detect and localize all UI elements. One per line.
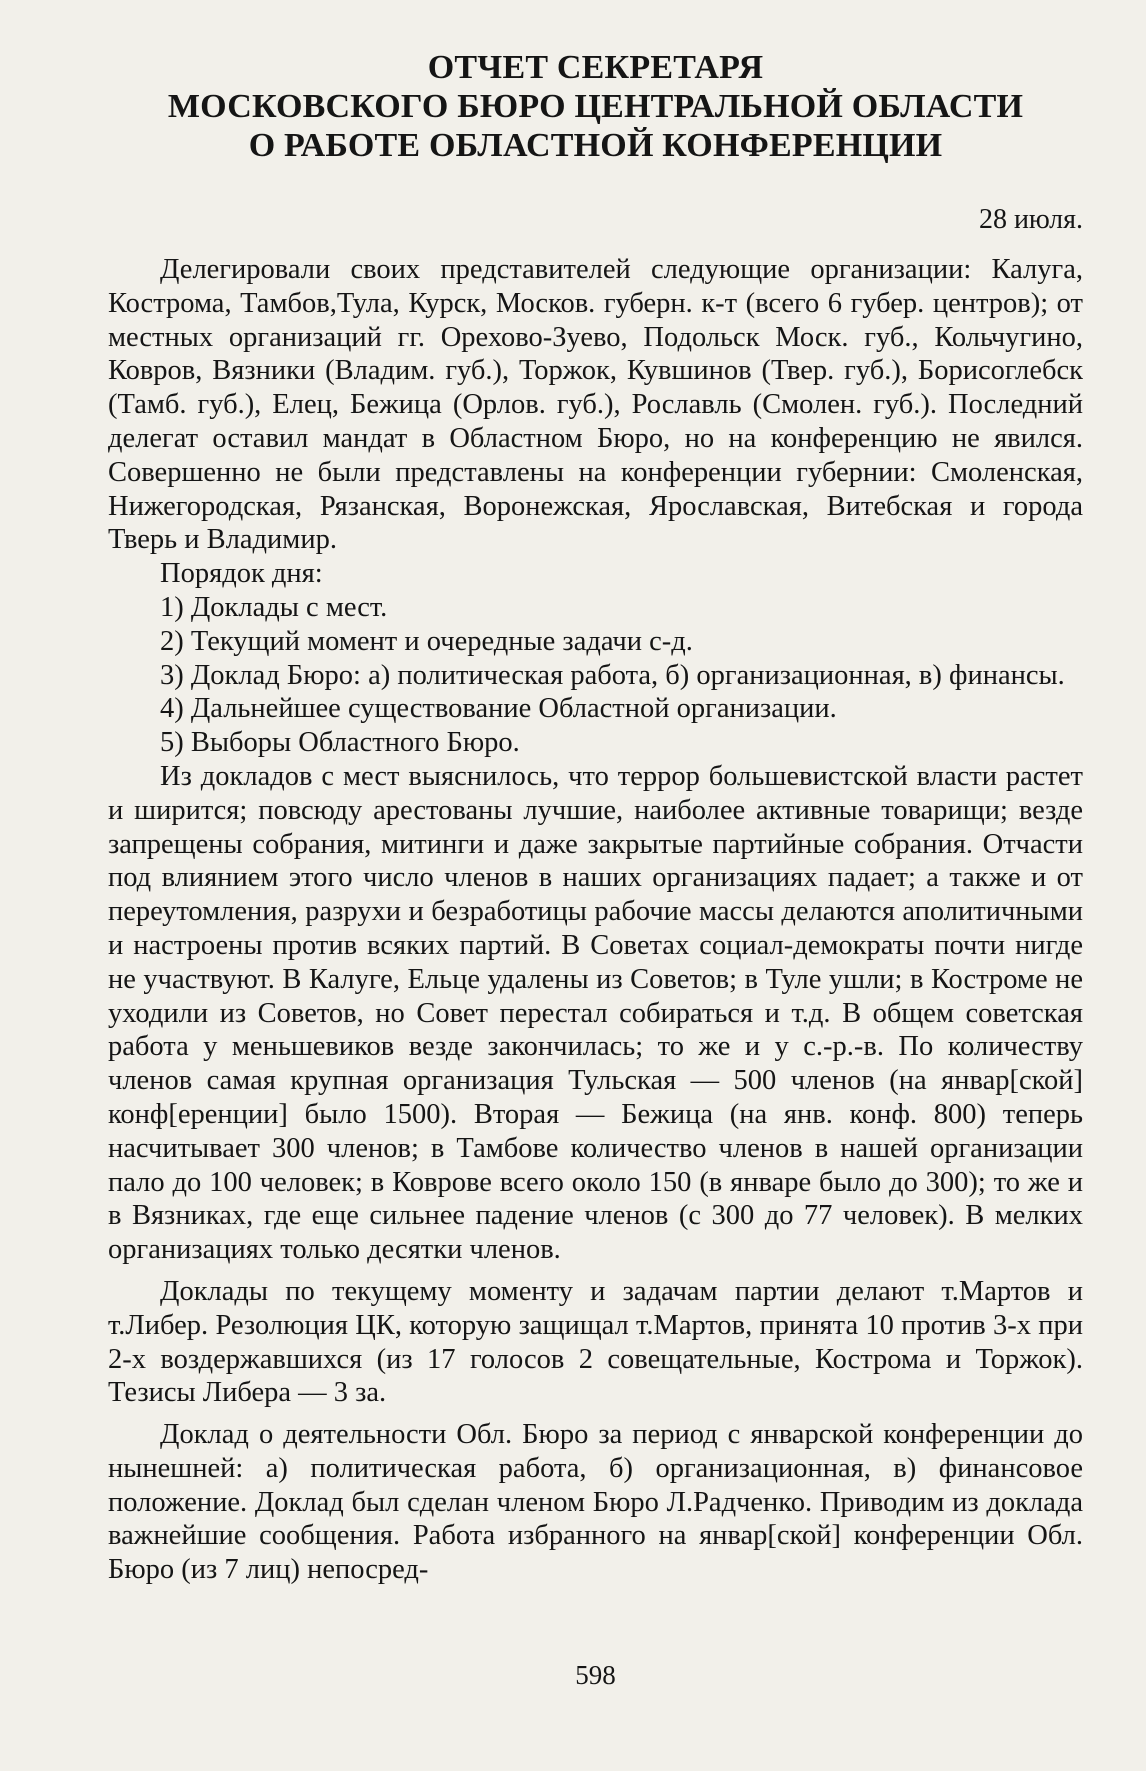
paragraph-bureau-report: Доклад о деятельности Обл. Бюро за период с январской конференции до нынешней: а) политическая работа, б) организационная, в) финансовое положение. Доклад был сделан членом Бюро Л.Радченко. Приводим из доклада важнейшие сообщения. Работа избранного на январ[ской] конференции Обл. Бюро (из 7 лиц) непосред- xyxy=(108,1419,1083,1586)
agenda-item-3: 3) Доклад Бюро: а) политическая работа, б) организационная, в) финансы. xyxy=(160,659,1065,691)
document-title xyxy=(108,48,1083,165)
agenda-item-4: 4) Дальнейшее существование Областной организации. xyxy=(160,693,837,725)
title-line-1: ОТЧЕТ СЕКРЕТАРЯ xyxy=(427,49,764,86)
agenda-item-2: 2) Текущий момент и очередные задачи с-д. xyxy=(160,625,693,657)
document-date: 28 июля. xyxy=(978,204,1083,235)
agenda-item-1: 1) Доклады с мест. xyxy=(160,591,388,623)
paragraph-current-moment: Доклады по текущему моменту и задачам партии делают т.Мартов и т.Либер. Резолюция ЦК, которую защищал т.Мартов, принята 10 против 3-х при 2-х воздержавшихся (из 17 голосов 2 совещательные, Кострома и Торжок). Тезисы Либера — 3 за. xyxy=(108,1275,1083,1409)
title-line-2: МОСКОВСКОГО БЮРО ЦЕНТРАЛЬНОЙ ОБЛАСТИ xyxy=(167,88,1024,125)
agenda-heading: Порядок дня: xyxy=(160,558,323,590)
agenda-item-5: 5) Выборы Областного Бюро. xyxy=(160,727,520,759)
paragraph-local-reports: Из докладов с мест выяснилось, что террор большевистской власти растет и ширится; повсюду арестованы лучшие, наиболее активные товарищи; везде запрещены собрания, митинги и даже закрытые партийные собрания. Отчасти под влиянием этого число членов в наших организациях падает; а также и от переутомления, разрухи и безработицы рабочие массы делаются аполитичными и настроены против всяких партий. В Советах социал-демократы почти нигде не участвуют. В Калуге, Ельце удалены из Советов; в Туле ушли; в Костроме не уходили из Советов, но Совет перестал собираться и т.д. В общем советская работа у меньшевиков везде закончилась; то же и у с.-р.-в. По количеству членов самая крупная организация Тульская — 500 членов (на январ[ской] конф[еренции] было 1500). Вторая — Бежица (на янв. конф. 800) теперь насчитывает 300 членов; в Тамбове количество членов в нашей организации пало до 100 человек; в Коврове всего около 150 (в январе было до 300); то же и в Вязниках, где еще сильнее падение членов (с 300 до 77 человек). В мелких организациях только десятки членов. xyxy=(108,760,1083,1266)
paragraph-delegates: Делегировали своих представителей следующие организации: Калуга, Кострома, Тамбов,Тула, Курск, Москов. губерн. к-т (всего 6 губер. центров); от местных организаций гг. Орехово-Зуево, Подольск Моск. губ., Кольчугино, Ковров, Вязники (Владим. губ.), Торжок, Кувшинов (Твер. губ.), Борисоглебск (Тамб. губ.), Елец, Бежица (Орлов. губ.), Рославль (Смолен. губ.). Последний делегат оставил мандат в Областном Бюро, но на конференцию не явился. Совершенно не были представлены на конференции губернии: Смоленская, Нижегородская, Рязанская, Воронежская, Ярославская, Витебская и города Тверь и Владимир. xyxy=(108,254,1083,556)
page-number: 598 xyxy=(575,1660,616,1690)
title-line-3: О РАБОТЕ ОБЛАСТНОЙ КОНФЕРЕНЦИИ xyxy=(248,127,943,164)
document-page xyxy=(108,40,1083,1740)
document-body xyxy=(108,253,1083,1587)
